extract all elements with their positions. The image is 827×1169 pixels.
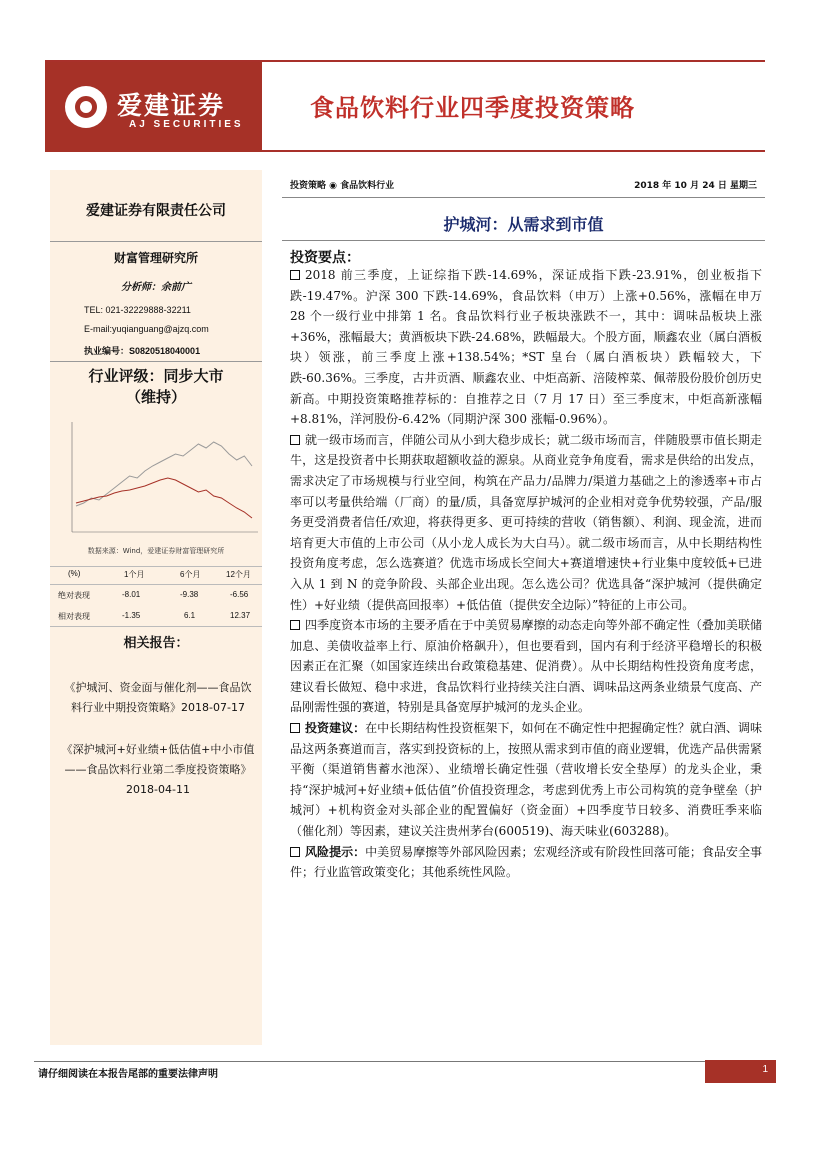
rating-status: （维持） <box>125 388 186 406</box>
key-point-paragraph <box>290 430 762 615</box>
checkbox-bullet-icon <box>290 270 300 280</box>
logo-emblem-icon <box>65 86 107 128</box>
report-date: 2018 年 10 月 24 日 星期三 <box>634 181 757 191</box>
paragraph-text: 2018 前三季度，上证综指下跌-14.69%，深证成指下跌-23.91%，创业板指下跌-19.47%。沪深 300 下跌-14.69%，食品饮料（申万）上涨+0.56%，涨幅在申万 28 个一级行业中排第 1 名。食品饮料行业子板块涨跌不一，其中：调味品板块上涨+36%，涨幅最大；黄酒板块下跌-24.68%，跌幅最大。个股方面，顺鑫农业（属白酒板块）领涨，前三季度上涨+138.54%；*ST 皇台（属白酒板块）跌幅较大，下跌-60.36%。三季度，古井贡酒、顺鑫农业、中炬高新、涪陵榨菜、佩蒂股份股价创历史新高。中期投资策略推荐标的：自推荐之日（7 月 17 日）至三季度末，中炬高新涨幅+8.81%，洋河股份-6.42%（同期沪深 300 涨幅-0.96%）。 <box>290 268 762 427</box>
paragraph-text: 在中长期结构性投资框架下，如何在不确定性中把握确定性？就白酒、调味品这两条赛道而言，落实到投资标的上，按照从需求到市值的商业逻辑，优选产品供需紧平衡（渠道销售蓄水池深）、业绩增长确定性强（营收增长安全垫厚）的龙头企业，秉持“深护城河+好业绩+低估值”价值投资理念，考虑到优秀上市公司构筑的竞争壁垒（护城河）+机构资金对头部企业的配置偏好（资金面）+四季度节日较多、消费旺季来临（催化剂）等因素，建议关注贵州茅台(600519)、海天味业(603288)。 <box>290 721 762 839</box>
checkbox-bullet-icon <box>290 620 300 630</box>
perf-cell: 6.1 <box>184 611 196 620</box>
perf-table-header <box>54 569 260 583</box>
logo-english-name: AJ SECURITIES <box>129 119 244 130</box>
chart-source: 数据来源：Wind，爱建证券财富管理研究所 <box>87 547 225 555</box>
perf-cell: -8.01 <box>122 590 141 599</box>
rating-text: 行业评级：同步大市 <box>88 367 224 385</box>
logo-chinese-name: 爱建证券 <box>117 91 226 120</box>
paragraph-label: 投资建议： <box>305 721 366 736</box>
perf-row-label: 相对表现 <box>58 612 90 621</box>
related-report-link[interactable]: 《深护城河+好业绩+低估值+中小市值——食品饮料行业第二季度投资策略》2018-04-11 <box>61 743 255 796</box>
perf-header-cell: 12个月 <box>226 570 251 579</box>
institute-name: 财富管理研究所 <box>113 251 198 265</box>
analyst-tel: TEL: 021-32229888-32211 <box>84 305 191 315</box>
perf-row-label: 绝对表现 <box>58 591 90 600</box>
divider <box>282 197 765 198</box>
page-title: 护城河：从需求到市值 <box>443 215 604 234</box>
key-point-paragraph <box>290 842 762 883</box>
checkbox-bullet-icon <box>290 847 300 857</box>
key-points-body <box>290 265 762 883</box>
table-rule <box>50 566 262 567</box>
report-series-title: 食品饮料行业四季度投资策略 <box>310 93 635 122</box>
sidebar <box>50 170 262 1045</box>
paragraph-text: 中美贸易摩擦等外部风险因素；宏观经济或有阶段性回落可能；食品安全事件；行业监管政策变化；其他系统性风险。 <box>290 844 762 880</box>
perf-cell: 12.37 <box>230 611 251 620</box>
perf-header-cell: (%) <box>68 569 81 578</box>
company-name: 爱建证券有限责任公司 <box>86 203 226 219</box>
table-row <box>54 590 260 604</box>
perf-header-cell: 1个月 <box>124 570 145 579</box>
divider <box>50 361 262 362</box>
report-category: 投资策略 ◉ 食品饮料行业 <box>290 181 395 191</box>
table-rule <box>50 584 262 585</box>
perf-header-cell: 6个月 <box>180 570 201 579</box>
table-row <box>54 611 260 625</box>
key-point-paragraph <box>290 615 762 718</box>
industry-rating <box>50 366 262 408</box>
perf-cell: -1.35 <box>122 611 141 620</box>
key-points-heading: 投资要点： <box>290 250 360 266</box>
paragraph-text: 四季度资本市场的主要矛盾在于中美贸易摩擦的动态走向等外部不确定性（叠加美联储加息、美债收益率上行、原油价格飙升），但也要看到，国内有利于经济平稳增长的积极因素正在汇聚（如国家连续出台政策稳基建、促消费）。从中长期结构性投资角度考虑，建议看长做短、稳中求进，食品饮料行业持续关注白酒、调味品这两条业绩景气度高、产品刚需性强的赛道，特别是具备宽厚护城河的龙头企业。 <box>290 618 762 715</box>
page-number: 1 <box>762 1064 768 1075</box>
checkbox-bullet-icon <box>290 435 300 445</box>
key-point-paragraph <box>290 265 762 430</box>
footer-rule <box>34 1061 764 1062</box>
paragraph-text: 就一级市场而言，伴随公司从小到大稳步成长；就二级市场而言，伴随股票市值长期走牛，这是投资者中长期获取超额收益的源泉。从商业竞争角度看，需求是供给的出发点，需求决定了市场规模与行业空间，构筑在产品力/品牌力/渠道力基础之上的渗透率+市占率可以考量供给端（厂商）的量/质，具备宽厚护城河的企业相对竞争优势较强，产品/服务更受消费者信任/欢迎，将获得更多、更可持续的营收（销售额）、利润、现金流，进而培育更大市值的上市公司（从小龙人成长为大白马）。就二级市场而言，从中长期结构性投资角度考虑，怎么选赛道？优选市场成长空间大+赛道增速快+行业集中度较低+已进入从 1 到 N 的竞争阶段、头部企业出现。怎么选公司？优选具备“深护城河（提供确定性）+好业绩（提供高回报率）+低估值（提供安全边际）”特征的上市公司。 <box>290 432 762 612</box>
divider <box>282 240 765 241</box>
perf-cell: -9.38 <box>180 590 199 599</box>
analyst-name: 分析师：余前广 <box>121 282 191 293</box>
license-number: 执业编号：S0820518040001 <box>84 346 201 356</box>
report-meta <box>282 178 765 194</box>
header-bottom-rule <box>262 150 765 152</box>
legal-notice: 请仔细阅读在本报告尾部的重要法律声明 <box>38 1069 218 1080</box>
perf-cell: -6.56 <box>230 590 249 599</box>
performance-chart <box>66 420 262 538</box>
analyst-email[interactable]: E-mail:yuqianguang@ajzq.com <box>84 324 209 334</box>
page-number-box <box>705 1060 776 1083</box>
divider <box>50 241 262 242</box>
paragraph-label: 风险提示： <box>305 844 366 859</box>
related-report-link[interactable]: 《护城河、资金面与催化剂——食品饮料行业中期投资策略》2018-07-17 <box>64 681 252 714</box>
company-logo <box>45 62 262 152</box>
table-rule <box>50 626 262 627</box>
key-point-paragraph <box>290 718 762 842</box>
related-reports-heading: 相关报告： <box>123 636 189 651</box>
checkbox-bullet-icon <box>290 723 300 733</box>
